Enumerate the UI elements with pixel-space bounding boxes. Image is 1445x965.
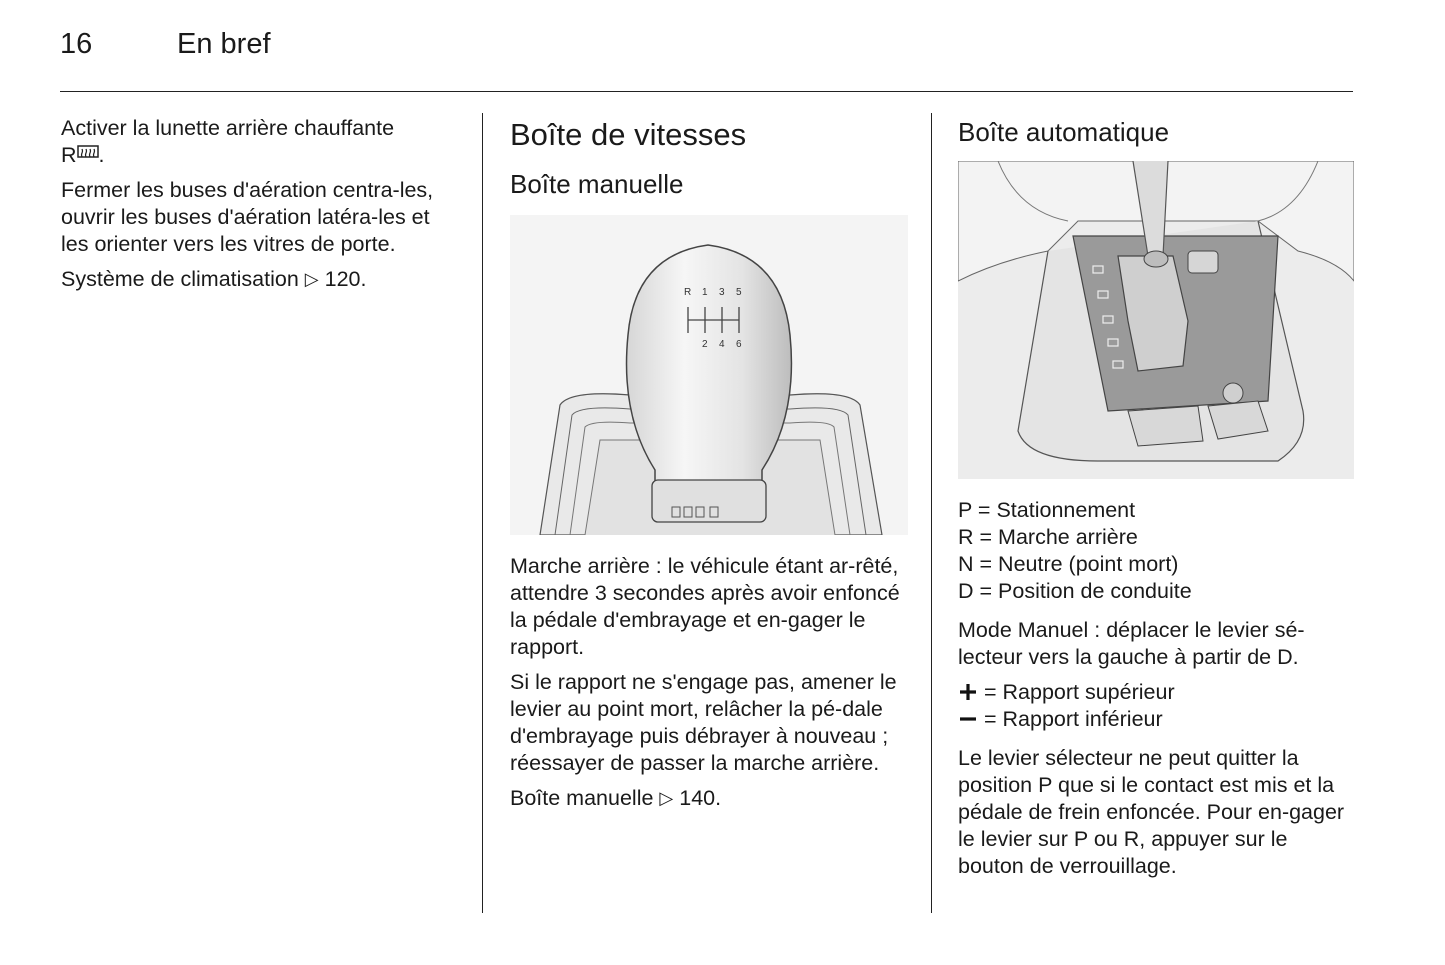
section-title: En bref: [177, 28, 271, 60]
page-reference-arrow-icon: ▷: [659, 788, 674, 808]
paragraph-reverse-gear: Marche arrière : le véhicule étant ar-rêté, attendre 3 secondes après avoir enfoncé la pédale d'embrayage et en-gager le rapport.: [510, 554, 900, 659]
paragraph-air-vents: Fermer les buses d'aération centra-les, ouvrir les buses d'aération latéra-les et les orienter vers les vitres de porte.: [61, 178, 434, 256]
heading-gearbox: Boîte de vitesses: [510, 117, 747, 152]
column-divider-right: [931, 113, 932, 913]
paragraph-reverse-retry: Si le rapport ne s'engage pas, amener le levier au point mort, relâcher la pé-dale d'embrayage puis débrayer à nouveau ; réessayer de passer la marche arrière.: [510, 670, 897, 775]
column-right: [958, 115, 1354, 888]
page-reference-link[interactable]: 140.: [679, 786, 722, 810]
page-reference-arrow-icon: ▷: [304, 269, 319, 289]
paragraph-selector-lock: Le levier sélecteur ne peut quitter la position P que si le contact est mis et la pédale de frein enfoncée. Pour en-gager le levier sur P ou R, appuyer sur le bouton de verrouillage.: [958, 746, 1345, 878]
heading-manual-gearbox: Boîte manuelle: [510, 169, 684, 199]
legend-row-downshift: = Rapport inférieur: [958, 706, 1354, 733]
rear-defrost-icon: [77, 144, 99, 162]
legend-row-park: P = Stationnement: [958, 498, 1136, 522]
paragraph-rear-defrost: Activer la lunette arrière chauffante R .: [61, 116, 395, 167]
knob-label-1: 1: [702, 287, 708, 298]
page-number: 16: [60, 28, 93, 60]
paragraph-manual-mode: Mode Manuel : déplacer le levier sé-lecteur vers la gauche à partir de D.: [958, 618, 1305, 669]
knob-label-4: 4: [719, 339, 725, 350]
knob-label-r: R: [684, 287, 692, 298]
heading-automatic-gearbox: Boîte automatique: [958, 117, 1170, 147]
plus-icon: [958, 683, 978, 701]
gear-position-legend: [958, 497, 1354, 605]
column-middle: [510, 115, 910, 821]
header-divider: [60, 91, 1353, 92]
legend-row-drive: D = Position de conduite: [958, 579, 1192, 603]
column-left: [61, 115, 461, 302]
manual-gear-knob-illustration: [510, 215, 908, 535]
paragraph-manual-ref: Boîte manuelle ▷ 140.: [510, 786, 722, 810]
shift-symbol-legend: [958, 679, 1354, 733]
automatic-selector-illustration: [958, 161, 1354, 479]
page-reference-link[interactable]: 120.: [324, 267, 367, 291]
paragraph-climate-ref: Système de climatisation ▷ 120.: [61, 267, 367, 291]
knob-label-6: 6: [736, 339, 742, 350]
knob-label-2: 2: [702, 339, 708, 350]
knob-label-3: 3: [719, 287, 725, 298]
column-divider-left: [482, 113, 483, 913]
minus-icon: [958, 710, 978, 728]
rear-defrost-symbol: R: [61, 143, 77, 167]
knob-label-5: 5: [736, 287, 742, 298]
legend-row-reverse: R = Marche arrière: [958, 525, 1138, 549]
legend-row-neutral: N = Neutre (point mort): [958, 552, 1179, 576]
legend-row-upshift: = Rapport supérieur: [958, 679, 1354, 706]
